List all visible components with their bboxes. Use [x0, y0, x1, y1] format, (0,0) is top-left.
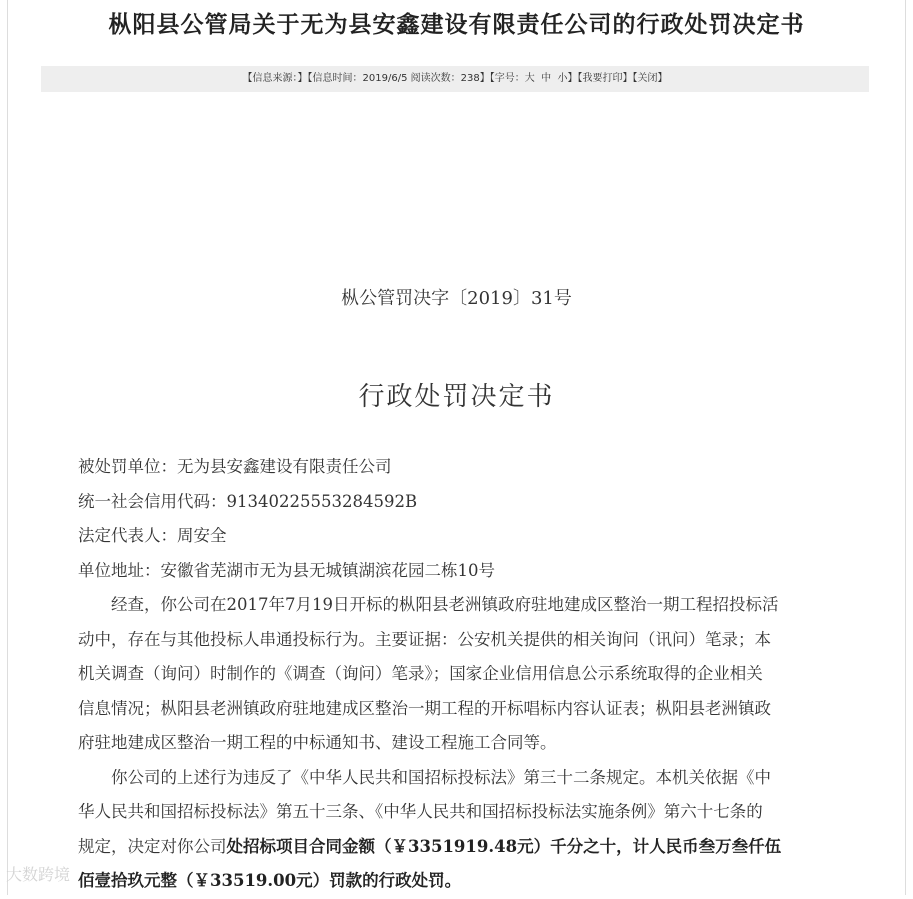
font-small-button[interactable]: 小】: [557, 73, 578, 84]
para1-line: 信息情况；枞阳县老洲镇政府驻地建成区整治一期工程的开标唱标内容认证表；枞阳县老洲镇政: [78, 698, 771, 718]
document-number: 枞公管罚决字〔2019〕31号: [341, 288, 572, 309]
info-bar: [41, 66, 869, 92]
para2-line: 你公司的上述行为违反了《中华人民共和国招标投标法》第三十二条规定。本机关依据《中: [111, 767, 771, 787]
field-address: 单位地址：安徽省芜湖市无为县无城镇湖滨花园二栋10号: [78, 560, 495, 580]
para1-line: 动中，存在与其他投标人串通投标行为。主要证据：公安机关提供的相关询问（讯问）笔录；本: [78, 629, 771, 649]
document-title: 行政处罚决定书: [358, 382, 555, 412]
font-size-label: 【字号：: [489, 73, 525, 84]
close-link[interactable]: 【关闭】: [632, 73, 668, 84]
penalty-bold: 佰壹拾玖元整（￥33519.00元）罚款的行政处罚。: [78, 871, 462, 890]
field-penalized-unit: 被处罚单位：无为县安鑫建设有限责任公司: [78, 457, 392, 476]
page-title: 枞阳县公管局关于无为县安鑫建设有限责任公司的行政处罚决定书: [108, 11, 805, 38]
field-legal-rep: 法定代表人：周安全: [78, 526, 227, 545]
print-link[interactable]: 【我要打印】: [577, 73, 633, 84]
font-medium-button[interactable]: 中: [541, 73, 552, 84]
watermark: 大数跨境: [6, 865, 71, 884]
info-time: 【信息时间：2019/6/5 阅读次数：238】: [307, 73, 490, 84]
para2-line: 华人民共和国招标投标法》第五十三条、《中华人民共和国招标投标法实施条例》第六十七条的: [78, 802, 763, 821]
font-large-button[interactable]: 大: [524, 73, 535, 84]
document-body: [78, 450, 858, 899]
penalty-bold: 处招标项目合同金额（￥3351919.48元）千分之十，计人民币叁万叁仟伍: [226, 836, 782, 856]
field-credit-code: 统一社会信用代码：91340225553284592B: [78, 491, 418, 511]
para1-line: 经查，你公司在2017年7月19日开标的枞阳县老洲镇政府驻地建成区整治一期工程招投标活: [111, 595, 779, 614]
info-source: 【信息来源：】: [242, 73, 308, 84]
para2-plain: 规定，决定对你公司: [78, 836, 227, 856]
para2-line: [78, 830, 858, 865]
para1-line: 机关调查（询问）时制作的《调查（询问）笔录》；国家企业信用信息公示系统取得的企业相关: [78, 664, 763, 683]
para2-line: [78, 864, 858, 899]
para1-line: 府驻地建成区整治一期工程的中标通知书、建设工程施工合同等。: [78, 733, 557, 752]
